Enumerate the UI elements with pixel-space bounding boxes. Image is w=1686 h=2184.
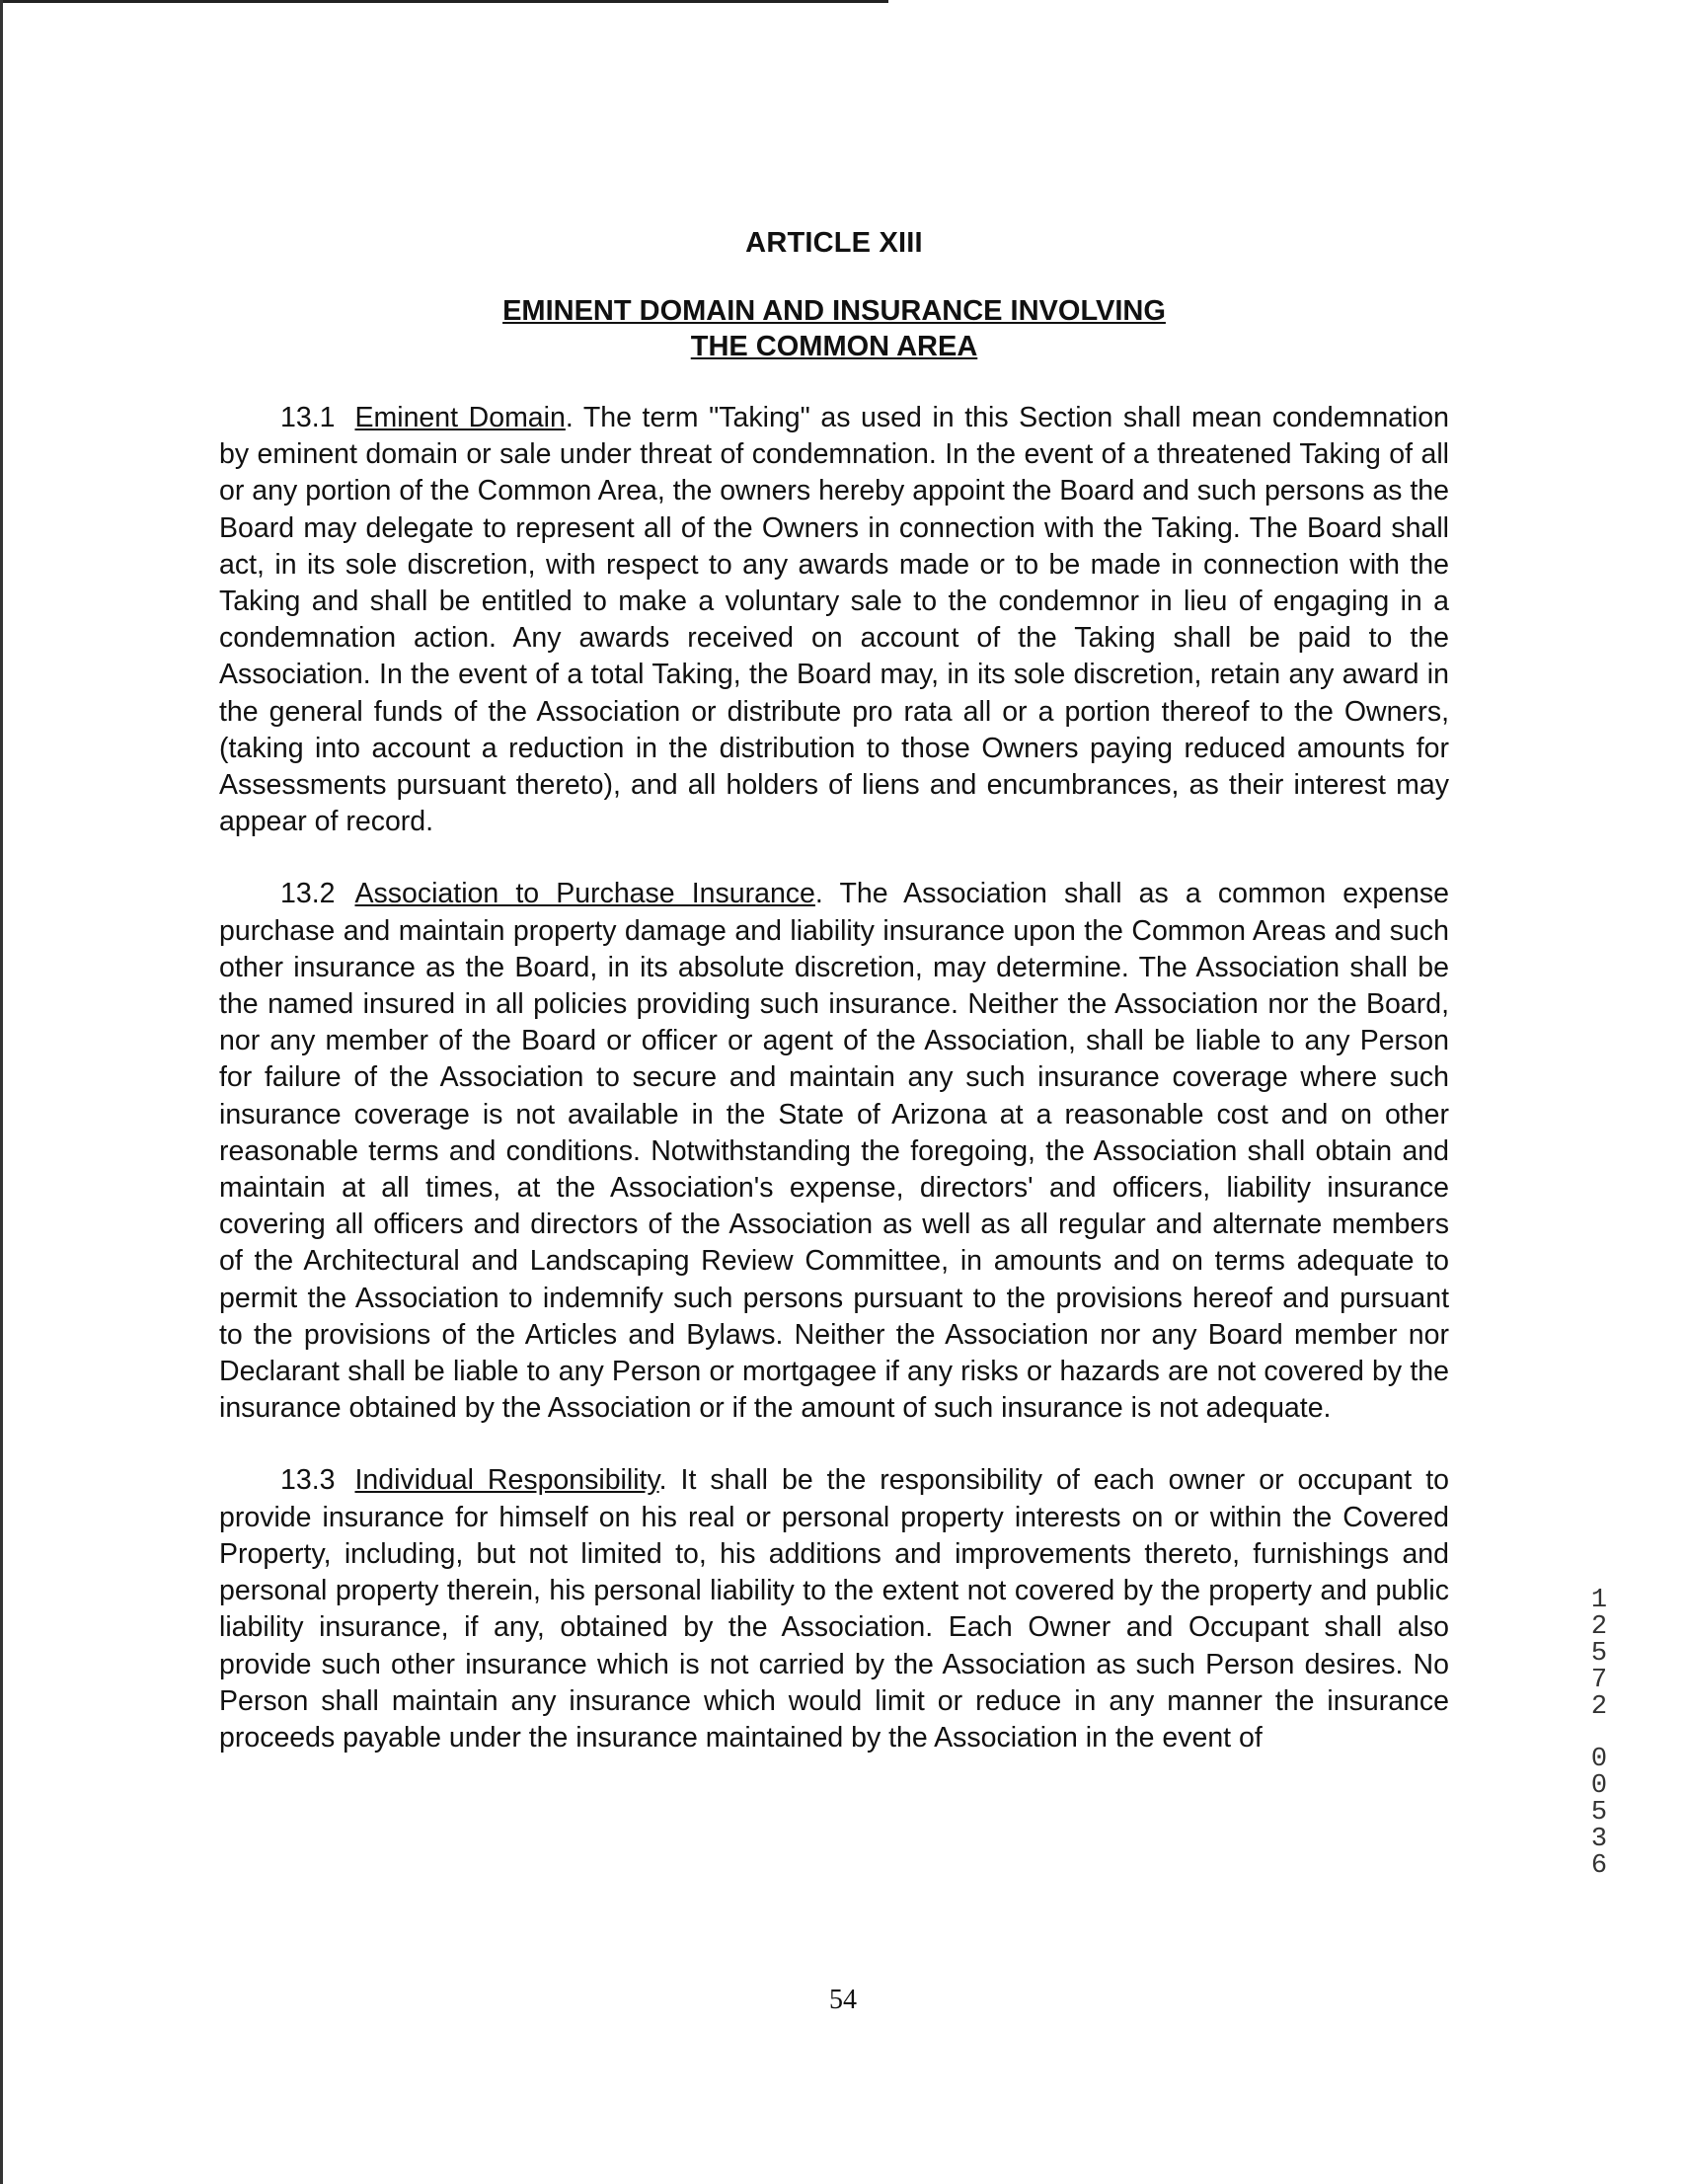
document-page — [219, 227, 1449, 1792]
article-heading — [219, 293, 1449, 364]
section-13-1: 13.1 Eminent Domain. The term "Taking" as used in this Section shall mean condemnation by eminent domain or sale under threat of condemnation. In the event of a threatened Taking of all or any portion of the Common Area, the owners hereby appoint the Board and such persons as the Board may delegate to represent all of the Owners in connection with the Taking. The Board shall act, in its sole discretion, with respect to any awards made or to be made in connection with the Taking and shall be entitled to make a voluntary sale to the condemnor in lieu of engaging in a condemnation action. Any awards received on account of the Taking shall be paid to the Association. In the event of a total Taking, the Board may, in its sole discretion, retain any award in the general funds of the Association or distribute pro rata all or a portion thereof to the Owners, (taking into account a reduction in the distribution to those Owners paying reduced amounts for Assessments pursuant thereto), and all holders of liens and encumbrances, as their interest may appear of record. — [219, 402, 1449, 838]
recording-stamp — [1579, 1588, 1619, 1880]
section-caption: Association to Purchase Insurance — [354, 878, 815, 910]
article-heading-line-1: EMINENT DOMAIN AND INSURANCE INVOLVING — [502, 295, 1166, 327]
page-number: 54 — [829, 1985, 857, 2015]
section-caption: Individual Responsibility — [354, 1464, 659, 1497]
stamp-digit: 5 — [1590, 1798, 1608, 1828]
section-13-2: 13.2 Association to Purchase Insurance. The Association shall as a common expense purchase and maintain property damage and liability insurance upon the Common Areas and such other insurance as the Board, in its absolute discretion, may determine. The Association shall be the named insured in all policies providing such insurance. Neither the Association nor the Board, nor any member of the Board or officer or agent of the Association, shall be liable to any Person for failure of the Association to secure and maintain any such insurance coverage where such insurance coverage is not available in the State of Arizona at a reasonable cost and on other reasonable terms and conditions. Notwithstanding the foregoing, the Association shall obtain and maintain at all times, at the Association's expense, directors' and officers, liability insurance covering all officers and directors of the Association as well as all regular and alternate members of the Architectural and Landscaping Review Committee, in amounts and on terms adequate to permit the Association to indemnify such persons pursuant to the provisions hereof and pursuant to the provisions of the Articles and Bylaws. Neither the Association nor any Board member nor Declarant shall be liable to any Person or mortgagee if any risks or hazards are not covered by the insurance obtained by the Association or if the amount of such insurance is not adequate. — [219, 878, 1450, 1425]
top-edge-rule — [0, 0, 888, 3]
section-number: 13.1 — [280, 402, 336, 433]
stamp-digit: 6 — [1590, 1851, 1608, 1881]
stamp-digit: 2 — [1590, 1612, 1608, 1642]
article-heading-line-2: THE COMMON AREA — [690, 331, 978, 362]
stamp-digit: 2 — [1590, 1692, 1608, 1722]
stamp-digit: 5 — [1590, 1639, 1608, 1669]
section-body: The Association shall as a common expense purchase and maintain property damage and liability insurance upon the Common Areas and such other insurance as the Board, in its absolute discretion, may determine. The Association shall be the named insured in all policies providing such insurance. Neither the Association nor the Board, nor any member of the Board or officer or agent of the Association, shall be liable to any Person for failure of the Association to secure and maintain any such insurance coverage where such insurance coverage is not available in the State of Arizona at a reasonable cost and on other reasonable terms and conditions. Notwithstanding the foregoing, the Association shall obtain and maintain at all times, at the Association's expense, directors' and officers, liability insurance covering all officers and directors of the Association as well as all regular and alternate members of the Architectural and Landscaping Review Committee, in amounts and on terms adequate to permit the Association to indemnify such persons pursuant to the provisions hereof and pursuant to the provisions of the Articles and Bylaws. Neither the Association nor any Board member nor Declarant shall be liable to any Person or mortgagee if any risks or hazards are not covered by the insurance obtained by the Association or if the amount of such insurance is not adequate. — [219, 878, 1450, 1425]
stamp-digit: 1 — [1590, 1586, 1608, 1615]
stamp-digit: 0 — [1590, 1745, 1608, 1774]
stamp-digit: 7 — [1590, 1666, 1608, 1695]
section-body: The term "Taking" as used in this Section shall mean condemnation by eminent domain or sale under threat of condemnation. In the event of a threatened Taking of all or any portion of the Common Area, the owners hereby appoint the Board and such persons as the Board may delegate to represent all of the Owners in connection with the Taking. The Board shall act, in its sole discretion, with respect to any awards made or to be made in connection with the Taking and shall be entitled to make a voluntary sale to the condemnor in lieu of engaging in a condemnation action. Any awards received on account of the Taking shall be paid to the Association. In the event of a total Taking, the Board may, in its sole discretion, retain any award in the general funds of the Association or distribute pro rata all or a portion thereof to the Owners, (taking into account a reduction in the distribution to those Owners paying reduced amounts for Assessments pursuant thereto), and all holders of liens and encumbrances, as their interest may appear of record. — [219, 402, 1449, 838]
section-body: It shall be the responsibility of each owner or occupant to provide insurance for himself on his real or personal property interests on or within the Covered Property, including, but not limited to, his additions and improvements thereto, furnishings and personal property therein, his personal liability to the extent not covered by the property and public liability insurance, if any, obtained by the Association. Each Owner and Occupant shall also provide such other insurance which is not carried by the Association as such Person desires. No Person shall maintain any insurance which would limit or reduce in any manner the insurance proceeds payable under the insurance maintained by the Association in the event of — [219, 1464, 1449, 1754]
stamp-digit: 0 — [1590, 1771, 1608, 1801]
section-caption: Eminent Domain — [354, 402, 566, 433]
stamp-gap — [1579, 1721, 1619, 1747]
section-13-3: 13.3 Individual Responsibility. It shall be the responsibility of each owner or occupant to provide insurance for himself on his real or personal property interests on or within the Covered Property, including, but not limited to, his additions and improvements thereto, furnishings and personal property therein, his personal liability to the extent not covered by the property and public liability insurance, if any, obtained by the Association. Each Owner and Occupant shall also provide such other insurance which is not carried by the Association as such Person desires. No Person shall maintain any insurance which would limit or reduce in any manner the insurance proceeds payable under the insurance maintained by the Association in the event of — [219, 1464, 1449, 1754]
stamp-digit: 3 — [1590, 1825, 1608, 1854]
section-number: 13.3 — [280, 1464, 336, 1497]
article-title: ARTICLE XIII — [745, 227, 923, 259]
left-edge-rule — [0, 0, 3, 2184]
section-number: 13.2 — [280, 878, 336, 910]
